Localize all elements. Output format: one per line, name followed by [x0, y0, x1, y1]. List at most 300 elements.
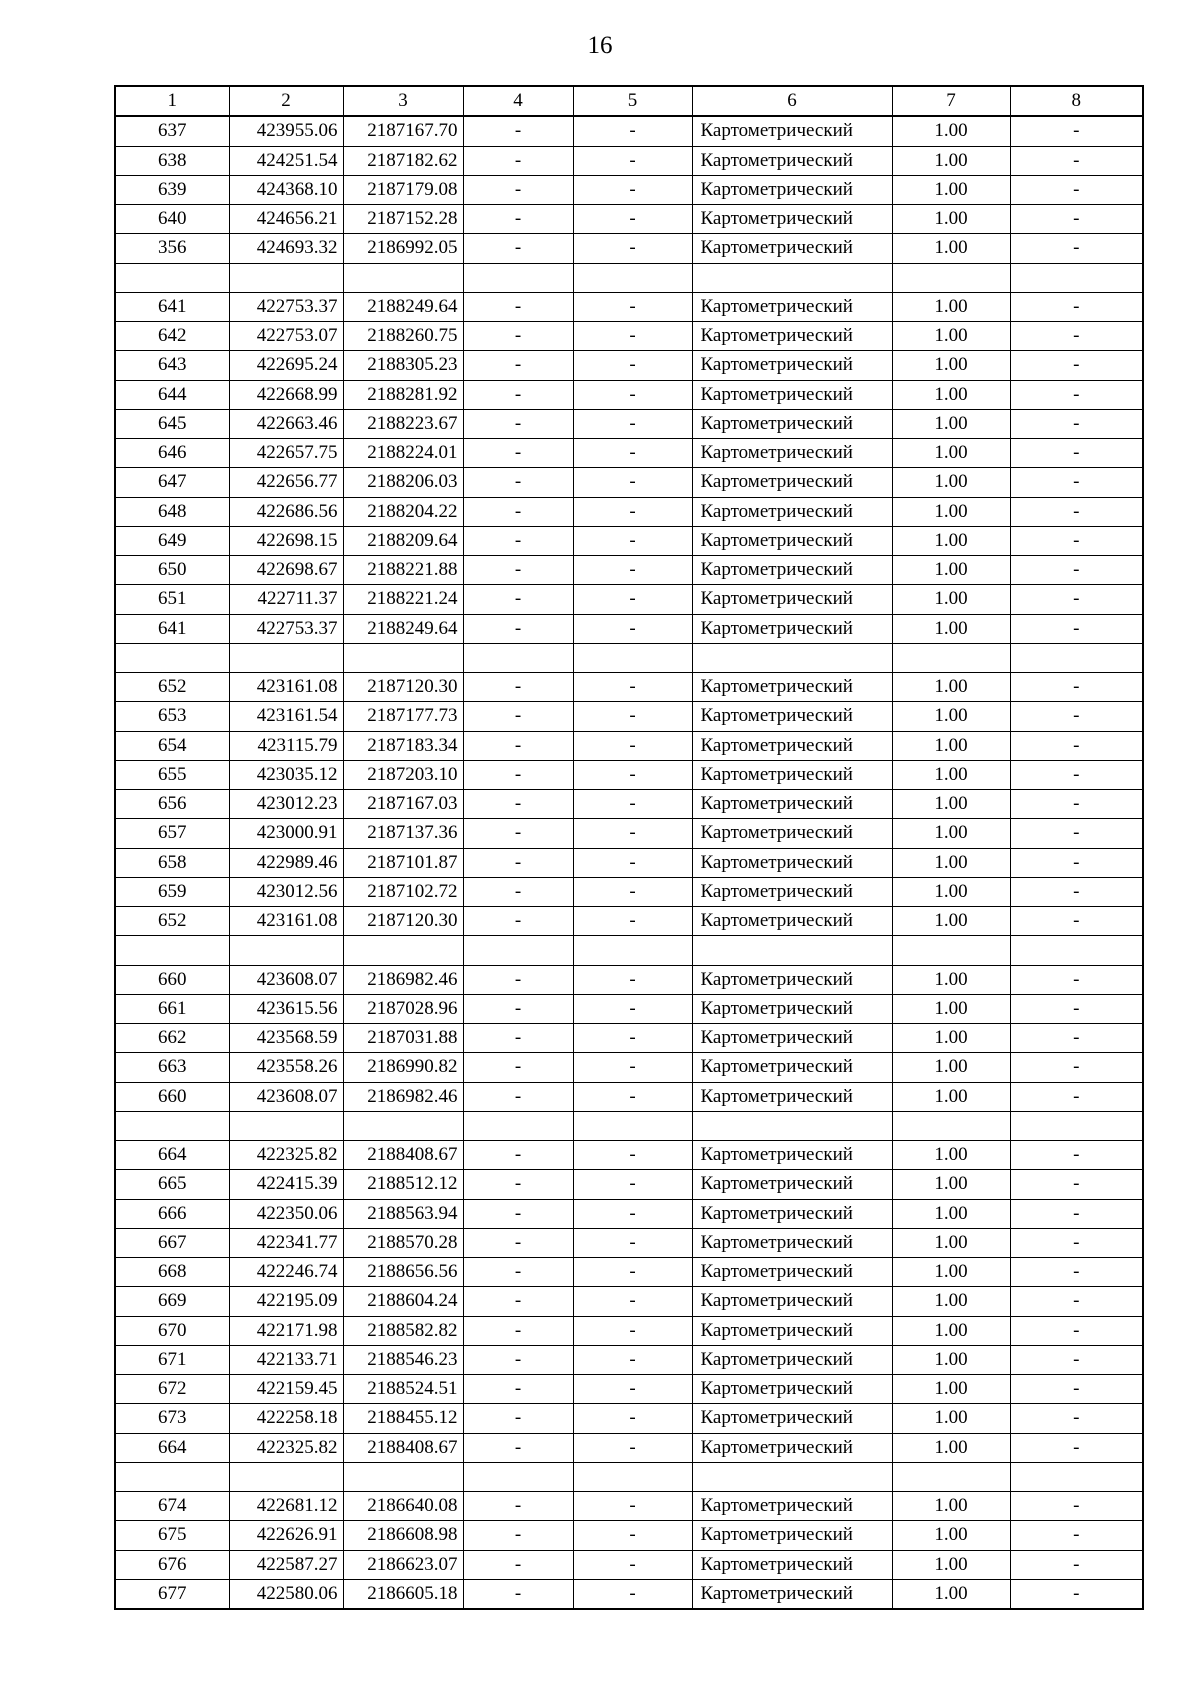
col5-value-cell: -: [573, 439, 692, 468]
method-cell: Картометрический: [692, 439, 892, 468]
col5-value-cell: [573, 1462, 692, 1491]
table-row: [115, 819, 1143, 848]
coordinate-x-cell: 423955.06: [229, 116, 343, 146]
col8-value-cell: -: [1010, 1404, 1143, 1433]
col4-value-cell: -: [463, 292, 573, 321]
coordinate-y-cell: 2186990.82: [343, 1053, 463, 1082]
table-row: [115, 1433, 1143, 1462]
column-header: 7: [892, 86, 1010, 116]
method-cell: Картометрический: [692, 468, 892, 497]
coordinate-y-cell: 2187031.88: [343, 1024, 463, 1053]
col4-value-cell: -: [463, 614, 573, 643]
point-number-cell: 669: [115, 1287, 229, 1316]
col8-value-cell: -: [1010, 790, 1143, 819]
col5-value-cell: [573, 936, 692, 965]
coordinate-y-cell: 2186982.46: [343, 1082, 463, 1111]
coordinate-y-cell: 2186992.05: [343, 234, 463, 263]
table-row: [115, 1024, 1143, 1053]
coordinate-x-cell: 422325.82: [229, 1141, 343, 1170]
accuracy-cell: 1.00: [892, 790, 1010, 819]
point-number-cell: 646: [115, 439, 229, 468]
table-row: [115, 497, 1143, 526]
col5-value-cell: -: [573, 1550, 692, 1579]
col4-value-cell: -: [463, 1199, 573, 1228]
coordinate-x-cell: 422587.27: [229, 1550, 343, 1579]
accuracy-cell: 1.00: [892, 205, 1010, 234]
point-number-cell: 642: [115, 322, 229, 351]
coordinate-y-cell: 2186608.98: [343, 1521, 463, 1550]
coordinate-y-cell: [343, 263, 463, 292]
accuracy-cell: 1.00: [892, 760, 1010, 789]
separator-row: [115, 1111, 1143, 1140]
point-number-cell: 672: [115, 1375, 229, 1404]
col8-value-cell: -: [1010, 1521, 1143, 1550]
coordinate-y-cell: 2188570.28: [343, 1228, 463, 1257]
col4-value-cell: -: [463, 351, 573, 380]
accuracy-cell: 1.00: [892, 994, 1010, 1023]
point-number-cell: 658: [115, 848, 229, 877]
col4-value-cell: [463, 643, 573, 672]
coordinate-y-cell: 2188512.12: [343, 1170, 463, 1199]
col4-value-cell: -: [463, 234, 573, 263]
coordinate-y-cell: 2188455.12: [343, 1404, 463, 1433]
table-body: [115, 86, 1143, 1609]
method-cell: Картометрический: [692, 702, 892, 731]
coordinate-y-cell: 2188582.82: [343, 1316, 463, 1345]
point-number-cell: 660: [115, 965, 229, 994]
coordinate-y-cell: 2187120.30: [343, 673, 463, 702]
accuracy-cell: 1.00: [892, 1375, 1010, 1404]
col5-value-cell: -: [573, 468, 692, 497]
point-number-cell: 650: [115, 556, 229, 585]
table-row: [115, 292, 1143, 321]
col8-value-cell: -: [1010, 1287, 1143, 1316]
coordinate-y-cell: [343, 936, 463, 965]
col4-value-cell: -: [463, 1316, 573, 1345]
method-cell: Картометрический: [692, 1492, 892, 1521]
separator-row: [115, 1462, 1143, 1491]
col4-value-cell: -: [463, 731, 573, 760]
col8-value-cell: -: [1010, 1492, 1143, 1521]
accuracy-cell: 1.00: [892, 848, 1010, 877]
col8-value-cell: -: [1010, 351, 1143, 380]
col5-value-cell: -: [573, 1141, 692, 1170]
col8-value-cell: -: [1010, 175, 1143, 204]
coordinate-x-cell: 423035.12: [229, 760, 343, 789]
col4-value-cell: -: [463, 205, 573, 234]
coordinate-y-cell: 2187101.87: [343, 848, 463, 877]
page-number: 16: [587, 32, 613, 59]
col8-value-cell: -: [1010, 556, 1143, 585]
coordinate-x-cell: [229, 1111, 343, 1140]
point-number-cell: 673: [115, 1404, 229, 1433]
coordinate-y-cell: 2187203.10: [343, 760, 463, 789]
col5-value-cell: -: [573, 760, 692, 789]
method-cell: Картометрический: [692, 556, 892, 585]
accuracy-cell: [892, 936, 1010, 965]
col4-value-cell: -: [463, 1521, 573, 1550]
method-cell: Картометрический: [692, 234, 892, 263]
coordinate-y-cell: 2187167.03: [343, 790, 463, 819]
col4-value-cell: -: [463, 1024, 573, 1053]
coordinate-x-cell: 423615.56: [229, 994, 343, 1023]
coordinate-x-cell: 423115.79: [229, 731, 343, 760]
col8-value-cell: -: [1010, 907, 1143, 936]
table-row: [115, 1375, 1143, 1404]
method-cell: Картометрический: [692, 1199, 892, 1228]
coordinate-y-cell: 2188206.03: [343, 468, 463, 497]
table-row: [115, 614, 1143, 643]
method-cell: Картометрический: [692, 1345, 892, 1374]
col8-value-cell: -: [1010, 877, 1143, 906]
column-header: 1: [115, 86, 229, 116]
point-number-cell: 652: [115, 673, 229, 702]
accuracy-cell: 1.00: [892, 1170, 1010, 1199]
col5-value-cell: -: [573, 1521, 692, 1550]
method-cell: [692, 936, 892, 965]
col4-value-cell: [463, 263, 573, 292]
coordinate-y-cell: 2187182.62: [343, 146, 463, 175]
col5-value-cell: -: [573, 1404, 692, 1433]
coordinate-y-cell: 2187177.73: [343, 702, 463, 731]
col4-value-cell: -: [463, 1082, 573, 1111]
point-number-cell: 657: [115, 819, 229, 848]
method-cell: Картометрический: [692, 994, 892, 1023]
coordinate-x-cell: 422753.07: [229, 322, 343, 351]
accuracy-cell: 1.00: [892, 497, 1010, 526]
coordinate-y-cell: 2188524.51: [343, 1375, 463, 1404]
point-number-cell: 356: [115, 234, 229, 263]
method-cell: Картометрический: [692, 526, 892, 555]
col5-value-cell: -: [573, 994, 692, 1023]
column-header: 6: [692, 86, 892, 116]
coordinate-x-cell: 422580.06: [229, 1579, 343, 1609]
point-number-cell: 664: [115, 1433, 229, 1462]
table-row: [115, 907, 1143, 936]
separator-row: [115, 936, 1143, 965]
coordinate-y-cell: 2188305.23: [343, 351, 463, 380]
coordinate-y-cell: 2188249.64: [343, 614, 463, 643]
method-cell: [692, 263, 892, 292]
table-row: [115, 116, 1143, 146]
table-row: [115, 1170, 1143, 1199]
coordinate-y-cell: 2188604.24: [343, 1287, 463, 1316]
col5-value-cell: -: [573, 877, 692, 906]
coordinate-y-cell: [343, 643, 463, 672]
col8-value-cell: -: [1010, 702, 1143, 731]
col4-value-cell: -: [463, 146, 573, 175]
table-row: [115, 702, 1143, 731]
separator-row: [115, 643, 1143, 672]
accuracy-cell: 1.00: [892, 1521, 1010, 1550]
coordinate-x-cell: 422695.24: [229, 351, 343, 380]
col5-value-cell: -: [573, 205, 692, 234]
table-row: [115, 146, 1143, 175]
col4-value-cell: -: [463, 1404, 573, 1433]
col5-value-cell: [573, 263, 692, 292]
accuracy-cell: 1.00: [892, 439, 1010, 468]
col8-value-cell: -: [1010, 1345, 1143, 1374]
point-number-cell: 667: [115, 1228, 229, 1257]
col4-value-cell: -: [463, 175, 573, 204]
col5-value-cell: -: [573, 1433, 692, 1462]
col8-value-cell: -: [1010, 116, 1143, 146]
method-cell: Картометрический: [692, 1579, 892, 1609]
method-cell: Картометрический: [692, 322, 892, 351]
col4-value-cell: [463, 1462, 573, 1491]
col4-value-cell: -: [463, 1345, 573, 1374]
table-row: [115, 790, 1143, 819]
coordinate-x-cell: 422698.15: [229, 526, 343, 555]
col5-value-cell: -: [573, 1258, 692, 1287]
method-cell: Картометрический: [692, 351, 892, 380]
method-cell: Картометрический: [692, 907, 892, 936]
table-row: [115, 205, 1143, 234]
col4-value-cell: -: [463, 994, 573, 1023]
coordinate-y-cell: 2188260.75: [343, 322, 463, 351]
col5-value-cell: -: [573, 146, 692, 175]
table-row: [115, 673, 1143, 702]
col4-value-cell: -: [463, 1433, 573, 1462]
coordinate-x-cell: 424251.54: [229, 146, 343, 175]
coordinate-y-cell: 2187179.08: [343, 175, 463, 204]
accuracy-cell: 1.00: [892, 731, 1010, 760]
method-cell: Картометрический: [692, 877, 892, 906]
coordinate-x-cell: 422341.77: [229, 1228, 343, 1257]
col5-value-cell: -: [573, 116, 692, 146]
col4-value-cell: -: [463, 116, 573, 146]
coordinate-x-cell: 423012.23: [229, 790, 343, 819]
table-row: [115, 1579, 1143, 1609]
coordinate-x-cell: 422626.91: [229, 1521, 343, 1550]
col8-value-cell: -: [1010, 292, 1143, 321]
coordinate-y-cell: 2188223.67: [343, 409, 463, 438]
method-cell: Картометрический: [692, 146, 892, 175]
accuracy-cell: 1.00: [892, 116, 1010, 146]
column-header: 3: [343, 86, 463, 116]
col8-value-cell: -: [1010, 526, 1143, 555]
method-cell: [692, 643, 892, 672]
coordinate-y-cell: 2187167.70: [343, 116, 463, 146]
point-number-cell: 639: [115, 175, 229, 204]
col5-value-cell: -: [573, 819, 692, 848]
accuracy-cell: 1.00: [892, 1082, 1010, 1111]
col5-value-cell: -: [573, 1082, 692, 1111]
coordinate-y-cell: 2188204.22: [343, 497, 463, 526]
accuracy-cell: 1.00: [892, 146, 1010, 175]
accuracy-cell: 1.00: [892, 351, 1010, 380]
point-number-cell: 675: [115, 1521, 229, 1550]
col8-value-cell: -: [1010, 673, 1143, 702]
col8-value-cell: [1010, 1111, 1143, 1140]
accuracy-cell: 1.00: [892, 556, 1010, 585]
col8-value-cell: -: [1010, 1375, 1143, 1404]
col4-value-cell: -: [463, 1141, 573, 1170]
col5-value-cell: -: [573, 731, 692, 760]
coordinate-y-cell: 2186623.07: [343, 1550, 463, 1579]
col4-value-cell: -: [463, 526, 573, 555]
col5-value-cell: -: [573, 907, 692, 936]
table-header-row: [115, 86, 1143, 116]
col4-value-cell: [463, 1111, 573, 1140]
table-row: [115, 409, 1143, 438]
point-number-cell: 649: [115, 526, 229, 555]
table-row: [115, 1082, 1143, 1111]
point-number-cell: 637: [115, 116, 229, 146]
coordinate-x-cell: 422246.74: [229, 1258, 343, 1287]
col4-value-cell: -: [463, 556, 573, 585]
col4-value-cell: -: [463, 497, 573, 526]
coordinate-y-cell: 2188408.67: [343, 1433, 463, 1462]
col8-value-cell: -: [1010, 848, 1143, 877]
col8-value-cell: -: [1010, 731, 1143, 760]
method-cell: Картометрический: [692, 1170, 892, 1199]
col5-value-cell: -: [573, 526, 692, 555]
accuracy-cell: 1.00: [892, 1287, 1010, 1316]
col5-value-cell: -: [573, 1345, 692, 1374]
col4-value-cell: -: [463, 1228, 573, 1257]
accuracy-cell: 1.00: [892, 1579, 1010, 1609]
col8-value-cell: -: [1010, 819, 1143, 848]
coordinate-y-cell: 2186982.46: [343, 965, 463, 994]
method-cell: Картометрический: [692, 380, 892, 409]
method-cell: [692, 1462, 892, 1491]
point-number-cell: 645: [115, 409, 229, 438]
col8-value-cell: -: [1010, 409, 1143, 438]
col5-value-cell: -: [573, 1228, 692, 1257]
point-number-cell: 652: [115, 907, 229, 936]
coordinate-y-cell: 2188563.94: [343, 1199, 463, 1228]
table-row: [115, 760, 1143, 789]
coordinate-x-cell: 422668.99: [229, 380, 343, 409]
method-cell: Картометрический: [692, 1550, 892, 1579]
coordinate-y-cell: 2188209.64: [343, 526, 463, 555]
table-row: [115, 965, 1143, 994]
table-row: [115, 1141, 1143, 1170]
col4-value-cell: -: [463, 790, 573, 819]
coordinate-x-cell: 423161.08: [229, 673, 343, 702]
col4-value-cell: -: [463, 848, 573, 877]
coordinate-y-cell: 2187183.34: [343, 731, 463, 760]
table-row: [115, 1404, 1143, 1433]
col4-value-cell: -: [463, 468, 573, 497]
col4-value-cell: -: [463, 1170, 573, 1199]
col4-value-cell: -: [463, 1287, 573, 1316]
coordinate-x-cell: 422656.77: [229, 468, 343, 497]
accuracy-cell: 1.00: [892, 702, 1010, 731]
point-number-cell: 654: [115, 731, 229, 760]
method-cell: Картометрический: [692, 1316, 892, 1345]
col4-value-cell: -: [463, 1492, 573, 1521]
accuracy-cell: 1.00: [892, 1141, 1010, 1170]
coordinate-y-cell: 2187120.30: [343, 907, 463, 936]
col5-value-cell: -: [573, 965, 692, 994]
col5-value-cell: -: [573, 1024, 692, 1053]
point-number-cell: 671: [115, 1345, 229, 1374]
coordinate-x-cell: [229, 1462, 343, 1491]
table-row: [115, 848, 1143, 877]
point-number-cell: 666: [115, 1199, 229, 1228]
col5-value-cell: -: [573, 351, 692, 380]
coordinate-x-cell: 423012.56: [229, 877, 343, 906]
point-number-cell: 648: [115, 497, 229, 526]
method-cell: Картометрический: [692, 116, 892, 146]
coordinate-x-cell: 422753.37: [229, 614, 343, 643]
col8-value-cell: -: [1010, 1082, 1143, 1111]
method-cell: Картометрический: [692, 1053, 892, 1082]
accuracy-cell: 1.00: [892, 234, 1010, 263]
point-number-cell: 670: [115, 1316, 229, 1345]
coordinate-x-cell: 424368.10: [229, 175, 343, 204]
method-cell: Картометрический: [692, 1404, 892, 1433]
point-number-cell: 677: [115, 1579, 229, 1609]
table-row: [115, 556, 1143, 585]
col8-value-cell: -: [1010, 1053, 1143, 1082]
table-row: [115, 1492, 1143, 1521]
col5-value-cell: [573, 1111, 692, 1140]
column-header: 2: [229, 86, 343, 116]
method-cell: Картометрический: [692, 409, 892, 438]
table-row: [115, 1053, 1143, 1082]
table-row: [115, 234, 1143, 263]
col8-value-cell: -: [1010, 1579, 1143, 1609]
separator-row: [115, 263, 1143, 292]
coordinate-x-cell: 423161.54: [229, 702, 343, 731]
table-row: [115, 526, 1143, 555]
accuracy-cell: 1.00: [892, 1550, 1010, 1579]
table-row: [115, 994, 1143, 1023]
point-number-cell: [115, 1462, 229, 1491]
point-number-cell: 663: [115, 1053, 229, 1082]
method-cell: Картометрический: [692, 1258, 892, 1287]
col5-value-cell: -: [573, 585, 692, 614]
table-row: [115, 351, 1143, 380]
point-number-cell: 653: [115, 702, 229, 731]
column-header: 4: [463, 86, 573, 116]
col4-value-cell: -: [463, 322, 573, 351]
method-cell: Картометрический: [692, 292, 892, 321]
col8-value-cell: -: [1010, 1199, 1143, 1228]
method-cell: Картометрический: [692, 760, 892, 789]
table-row: [115, 1287, 1143, 1316]
col8-value-cell: -: [1010, 322, 1143, 351]
method-cell: Картометрический: [692, 673, 892, 702]
col8-value-cell: -: [1010, 585, 1143, 614]
coordinate-y-cell: 2186640.08: [343, 1492, 463, 1521]
coordinate-y-cell: 2188408.67: [343, 1141, 463, 1170]
coordinate-x-cell: 422663.46: [229, 409, 343, 438]
coordinate-x-cell: 422681.12: [229, 1492, 343, 1521]
col5-value-cell: [573, 643, 692, 672]
column-header: 8: [1010, 86, 1143, 116]
table-row: [115, 585, 1143, 614]
coordinate-y-cell: 2188656.56: [343, 1258, 463, 1287]
method-cell: Картометрический: [692, 1141, 892, 1170]
coordinate-y-cell: 2188281.92: [343, 380, 463, 409]
point-number-cell: 659: [115, 877, 229, 906]
accuracy-cell: 1.00: [892, 175, 1010, 204]
col4-value-cell: -: [463, 1579, 573, 1609]
col4-value-cell: -: [463, 760, 573, 789]
col5-value-cell: -: [573, 175, 692, 204]
coordinate-x-cell: 422159.45: [229, 1375, 343, 1404]
col8-value-cell: -: [1010, 1433, 1143, 1462]
accuracy-cell: 1.00: [892, 1316, 1010, 1345]
coordinate-x-cell: 423568.59: [229, 1024, 343, 1053]
col8-value-cell: -: [1010, 1141, 1143, 1170]
table-row: [115, 380, 1143, 409]
accuracy-cell: 1.00: [892, 1433, 1010, 1462]
